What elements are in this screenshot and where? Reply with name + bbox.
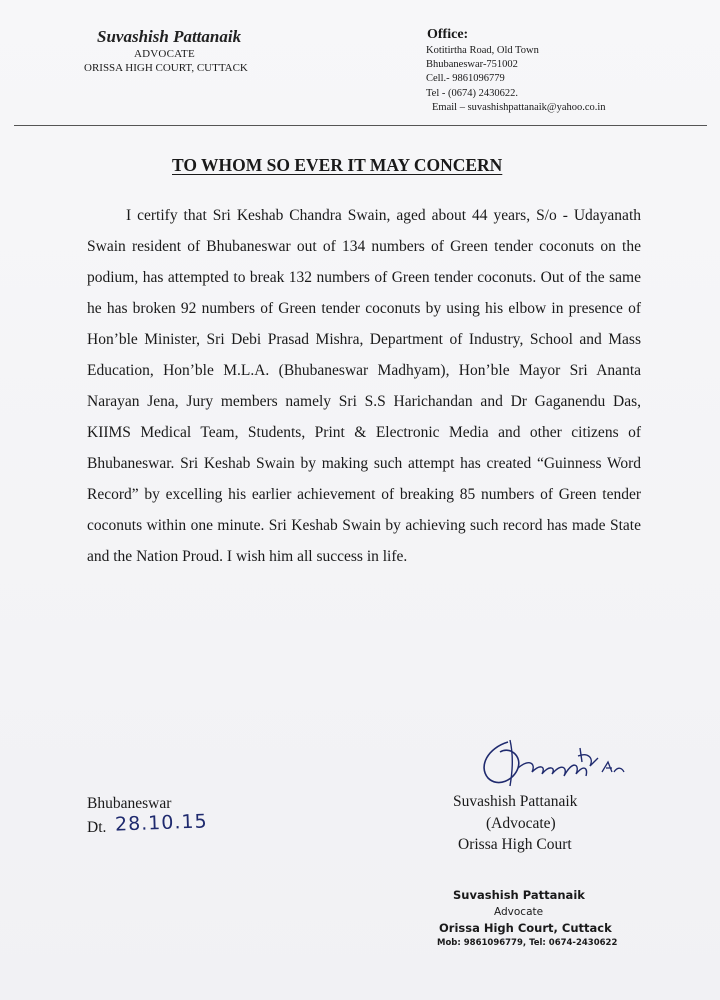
handwritten-signature bbox=[470, 728, 640, 798]
office-address-line-1: Kotitirtha Road, Old Town bbox=[426, 45, 539, 56]
handwritten-date: 28.10.15 bbox=[114, 810, 208, 836]
signer-role: (Advocate) bbox=[486, 815, 556, 832]
office-address-line-2: Bhubaneswar-751002 bbox=[426, 59, 518, 70]
date-label: Dt. bbox=[87, 819, 107, 836]
letterhead-role: ADVOCATE bbox=[134, 48, 195, 60]
signer-court: Orissa High Court bbox=[458, 836, 572, 853]
stamp-contact: Mob: 9861096779, Tel: 0674-2430622 bbox=[437, 938, 618, 948]
letterhead-court: ORISSA HIGH COURT, CUTTACK bbox=[84, 62, 248, 74]
letter-heading: TO WHOM SO EVER IT MAY CONCERN bbox=[172, 155, 503, 175]
office-cell: Cell.- 9861096779 bbox=[426, 73, 505, 84]
office-email: Email – suvashishpattanaik@yahoo.co.in bbox=[432, 102, 606, 113]
header-divider bbox=[14, 125, 707, 126]
certificate-body: I certify that Sri Keshab Chandra Swain, aged about 44 years, S/o - Udayanath Swain resident of Bhubaneswar out of 134 numbers of Green tender coconuts on the podium, has attempted to break 132 numbers of Green tender coconuts. Out of the same he has broken 92 numbers of Green tender coconuts by using his elbow in presence of Hon’ble Minister, Sri Debi Prasad Mishra, Department of Industry, School and Mass Education, Hon’ble M.L.A. (Bhubaneswar Madhyam), Hon’ble Mayor Sri Ananta Narayan Jena, Jury members namely Sri S.S Harichandan and Dr Gaganendu Das, KIIMS Medical Team, Students, Print & Electronic Media and other citizens of Bhubaneswar. Sri Keshab Swain by making such attempt has created “Guinness Word Record” by excelling his earlier achievement of breaking 85 numbers of Green tender coconuts within one minute. Sri Keshab Swain by achieving such record has made State and the Nation Proud. I wish him all success in life. bbox=[87, 207, 641, 565]
signer-name: Suvashish Pattanaik bbox=[453, 793, 578, 810]
letterhead-name: Suvashish Pattanaik bbox=[97, 27, 242, 46]
office-tel: Tel - (0674) 2430622. bbox=[426, 88, 518, 99]
stamp-name: Suvashish Pattanaik bbox=[453, 888, 585, 902]
place-label: Bhubaneswar bbox=[87, 795, 172, 812]
stamp-court: Orissa High Court, Cuttack bbox=[439, 921, 612, 935]
office-title: Office: bbox=[427, 27, 469, 42]
stamp-role: Advocate bbox=[494, 906, 544, 918]
